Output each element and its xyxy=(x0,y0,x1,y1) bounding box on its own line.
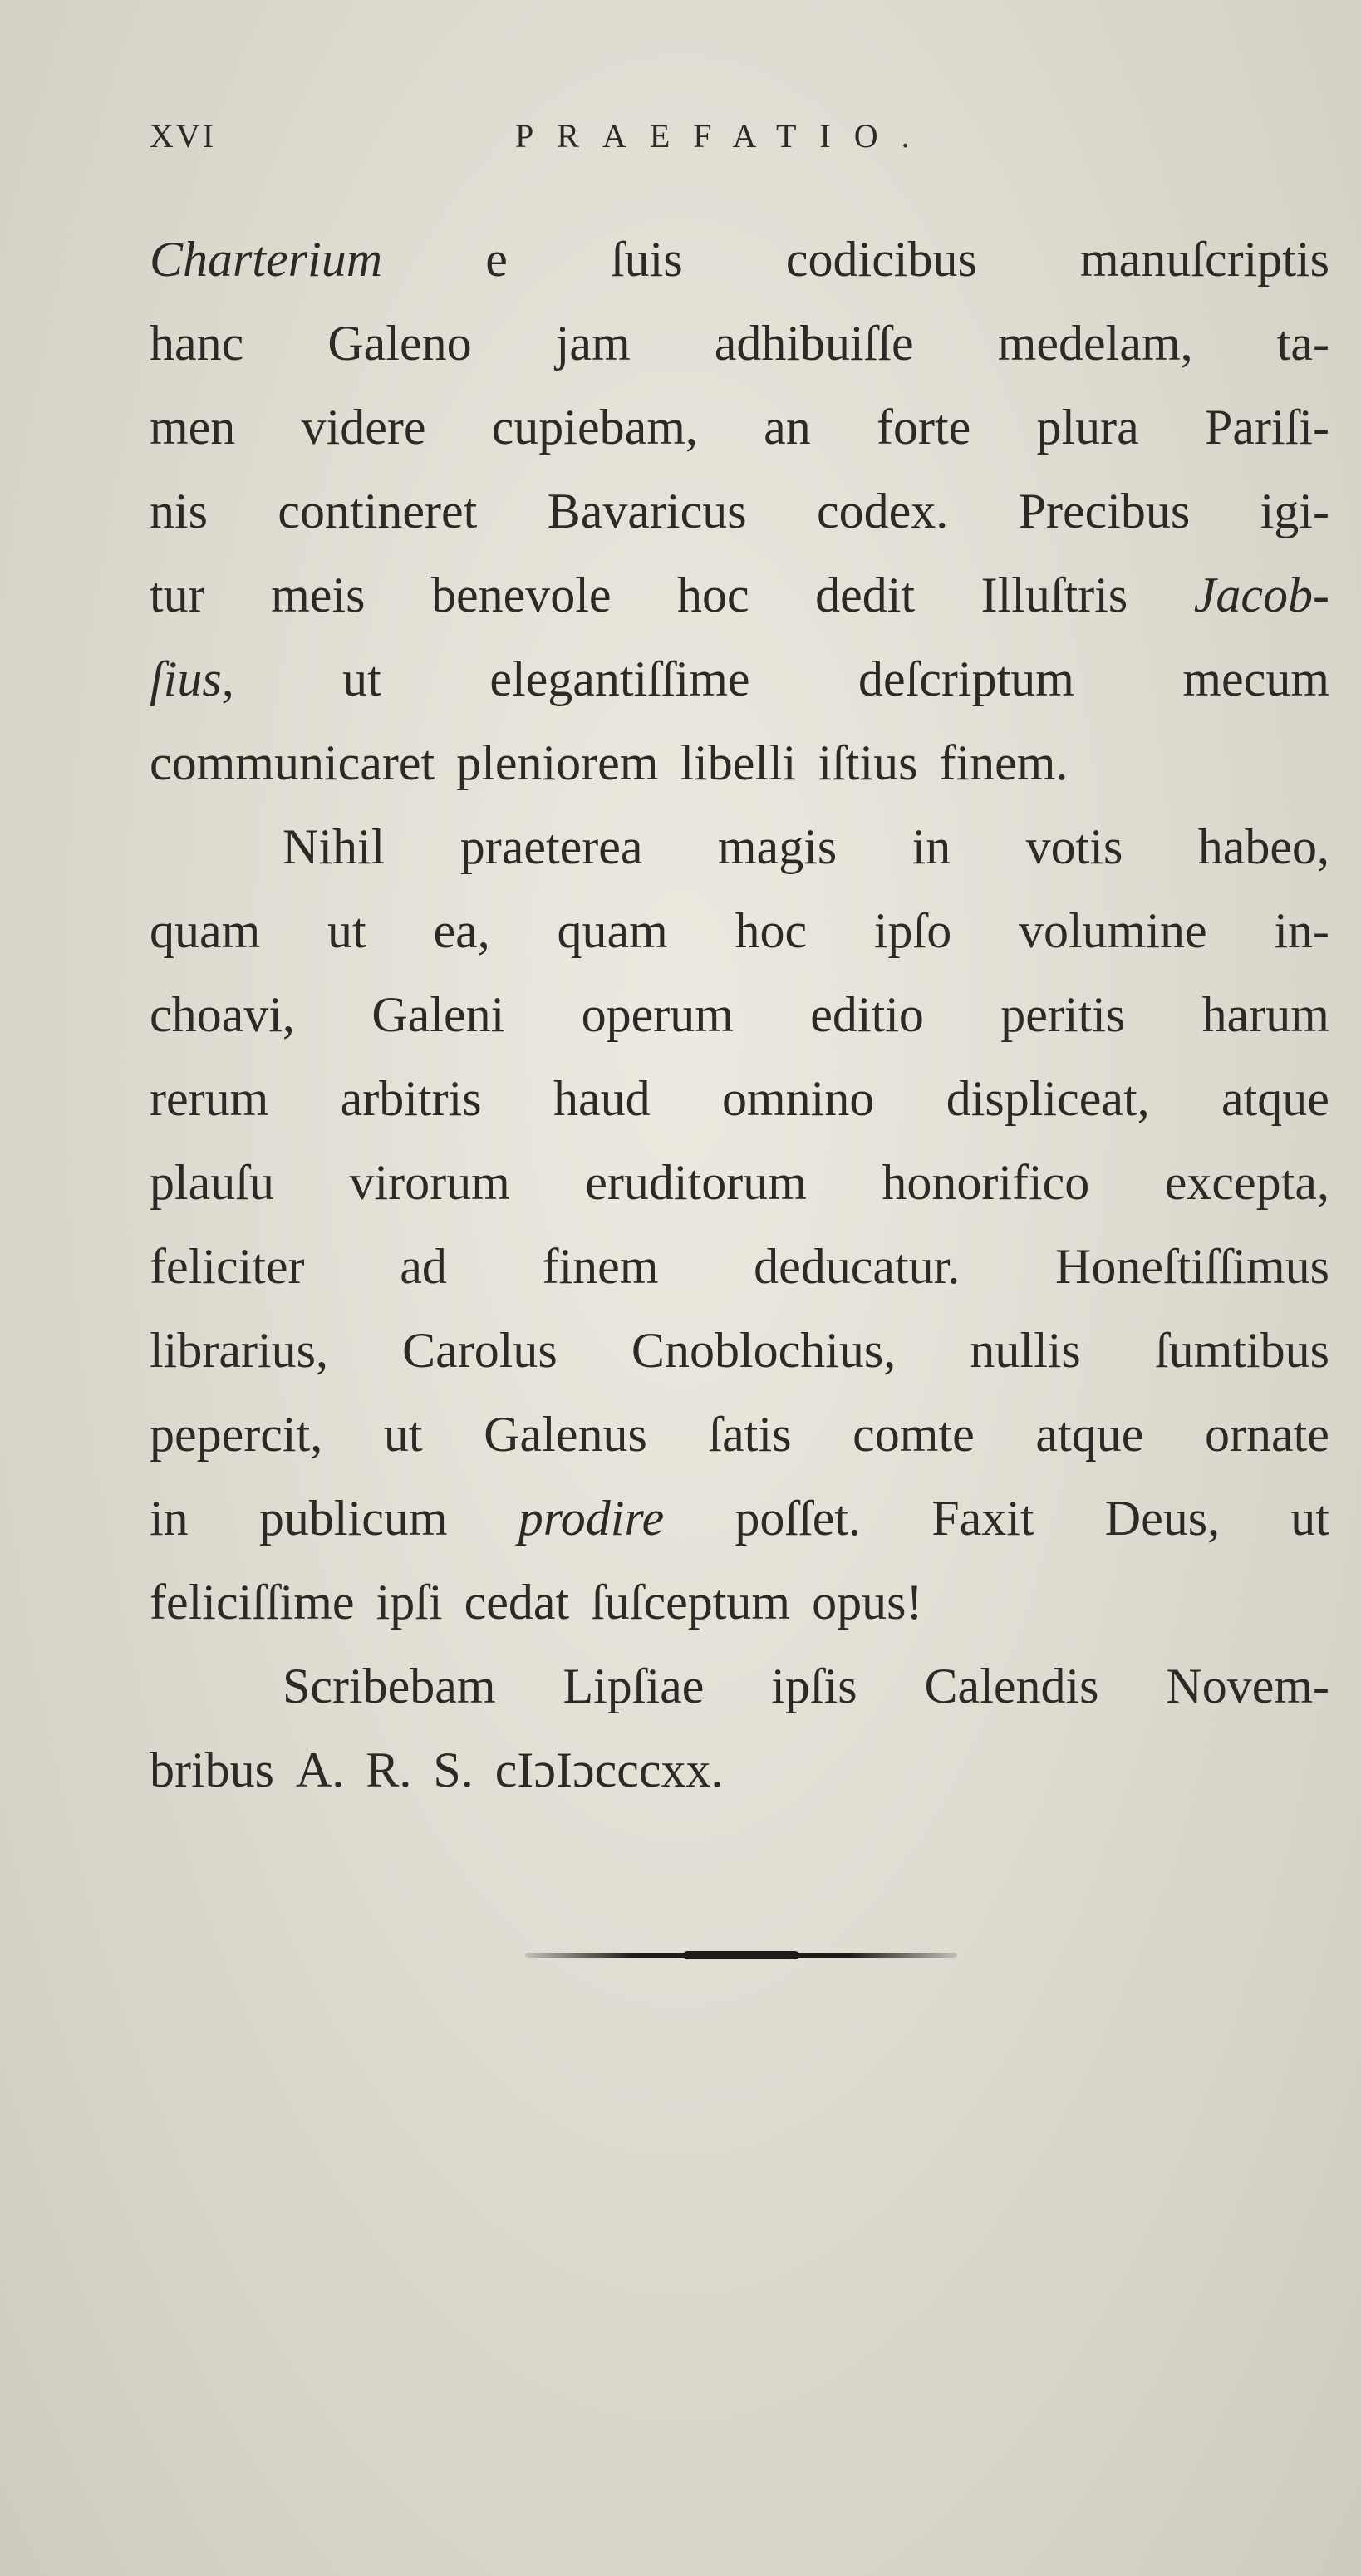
word: Galeno xyxy=(327,316,472,371)
word: Nihil xyxy=(283,819,386,874)
text-line xyxy=(150,1477,1329,1561)
word: Honeſtiſſimus xyxy=(1055,1239,1329,1294)
word: ut xyxy=(1290,1491,1329,1546)
word: ta- xyxy=(1276,316,1329,371)
word: jam xyxy=(555,316,631,371)
word: votis xyxy=(1025,819,1123,874)
body-text xyxy=(150,218,1329,1812)
word: ad xyxy=(400,1239,447,1294)
word: finem. xyxy=(939,735,1069,790)
word: videre xyxy=(301,400,426,455)
word: atque xyxy=(1035,1407,1144,1462)
word: omnino xyxy=(721,1071,875,1126)
text-line xyxy=(150,386,1329,469)
word: e xyxy=(485,232,508,287)
text-line xyxy=(150,1728,1329,1812)
word: Galeni xyxy=(371,987,505,1042)
word: honorifico xyxy=(882,1155,1090,1210)
word: in xyxy=(911,819,951,874)
word: Lipſiae xyxy=(563,1659,705,1713)
word: ipſo xyxy=(873,903,952,958)
word: editio xyxy=(810,987,924,1042)
text-line xyxy=(150,302,1329,386)
word: ſuſceptum xyxy=(591,1575,791,1630)
word: bribus xyxy=(150,1743,274,1797)
word: ut xyxy=(342,651,381,706)
page-header xyxy=(150,116,1329,166)
word: feliciter xyxy=(150,1239,305,1294)
word: Deus, xyxy=(1104,1491,1221,1546)
closing-rule xyxy=(525,1953,957,1958)
word: cedat xyxy=(464,1575,570,1630)
word: finem xyxy=(542,1239,659,1294)
word: hoc xyxy=(735,903,808,958)
word: virorum xyxy=(349,1155,510,1210)
word: quam xyxy=(557,903,668,958)
word: adhibuiſſe xyxy=(714,316,914,371)
word: Jacob- xyxy=(1193,568,1329,622)
word: S. xyxy=(433,1743,474,1797)
word: Novem- xyxy=(1166,1659,1329,1713)
word: forte xyxy=(876,400,971,455)
word: ſuis xyxy=(611,232,683,287)
word: Charterium xyxy=(150,232,383,287)
paragraph xyxy=(150,805,1329,1644)
word: habeo, xyxy=(1197,819,1329,874)
word: contineret xyxy=(278,484,478,538)
word: dedit xyxy=(815,568,916,622)
word: eruditorum xyxy=(585,1155,807,1210)
running-title: PRAEFATIO. xyxy=(515,117,933,155)
word: rerum xyxy=(150,1071,269,1126)
paragraph xyxy=(150,218,1329,805)
word: plauſu xyxy=(150,1155,274,1210)
word: prodire xyxy=(518,1491,665,1546)
word: iſtius xyxy=(818,735,918,790)
word: Pariſi- xyxy=(1204,400,1329,455)
word: Faxit xyxy=(931,1491,1034,1546)
text-line xyxy=(150,1561,1329,1644)
word: pepercit, xyxy=(150,1407,323,1462)
word: codex. xyxy=(816,484,949,538)
word: publicum xyxy=(258,1491,448,1546)
word: medelam, xyxy=(997,316,1193,371)
word: mecum xyxy=(1182,651,1329,706)
word: ſius, xyxy=(150,651,234,706)
paragraph xyxy=(150,1644,1329,1812)
text-line xyxy=(150,1393,1329,1477)
word: pleniorem xyxy=(456,735,659,790)
word: elegantiſſime xyxy=(489,651,750,706)
text-line xyxy=(150,889,1329,973)
word: communicaret xyxy=(150,735,435,790)
word: meis xyxy=(271,568,366,622)
word: A. xyxy=(296,1743,345,1797)
word: comte xyxy=(852,1407,975,1462)
word: in- xyxy=(1274,903,1329,958)
word: deſcriptum xyxy=(858,651,1074,706)
text-line xyxy=(150,1644,1329,1728)
text-line xyxy=(150,1141,1329,1225)
page-number: XVI xyxy=(150,117,217,155)
word: in xyxy=(150,1491,189,1546)
word: men xyxy=(150,400,236,455)
word: praeterea xyxy=(459,819,643,874)
word: nullis xyxy=(970,1323,1081,1378)
word: operum xyxy=(581,987,734,1042)
word: ipſi xyxy=(376,1575,443,1630)
word: ut xyxy=(383,1407,423,1462)
word: tur xyxy=(150,568,205,622)
word: ea, xyxy=(433,903,490,958)
word: ſatis xyxy=(708,1407,792,1462)
word: Galenus xyxy=(484,1407,647,1462)
word: manuſcriptis xyxy=(1080,232,1329,287)
word: ut xyxy=(327,903,366,958)
word: Illuſtris xyxy=(980,568,1128,622)
word: harum xyxy=(1201,987,1329,1042)
word: ipſis xyxy=(771,1659,857,1713)
text-line xyxy=(150,721,1329,805)
text-line xyxy=(150,553,1329,637)
word: displiceat, xyxy=(946,1071,1150,1126)
text-line xyxy=(150,805,1329,889)
text-line xyxy=(150,1309,1329,1393)
word: an xyxy=(764,400,811,455)
word: Carolus xyxy=(402,1323,558,1378)
word: librarius, xyxy=(150,1323,328,1378)
text-line xyxy=(150,218,1329,302)
word: feliciſſime xyxy=(150,1575,355,1630)
word: libelli xyxy=(680,735,797,790)
word: magis xyxy=(717,819,838,874)
word: benevole xyxy=(430,568,612,622)
word: cIɔIɔcccxx. xyxy=(494,1743,724,1797)
text-line xyxy=(150,973,1329,1057)
word: hanc xyxy=(150,316,244,371)
word: poſſet. xyxy=(735,1491,862,1546)
word: codicibus xyxy=(785,232,977,287)
word: peritis xyxy=(1000,987,1126,1042)
word: volumine xyxy=(1018,903,1207,958)
text-line xyxy=(150,469,1329,553)
text-line xyxy=(150,1225,1329,1309)
text-line xyxy=(150,1057,1329,1141)
word: Calendis xyxy=(924,1659,1099,1713)
word: cupiebam, xyxy=(491,400,698,455)
word: atque xyxy=(1221,1071,1329,1126)
word: Bavaricus xyxy=(547,484,747,538)
word: excepta, xyxy=(1164,1155,1329,1210)
word: Cnoblochius, xyxy=(631,1323,897,1378)
word: hoc xyxy=(677,568,749,622)
word: plura xyxy=(1036,400,1139,455)
word: nis xyxy=(150,484,209,538)
word: opus! xyxy=(812,1575,923,1630)
word: ornate xyxy=(1205,1407,1329,1462)
word: Precibus xyxy=(1018,484,1191,538)
word: deducatur. xyxy=(754,1239,961,1294)
word: haud xyxy=(553,1071,651,1126)
text-line xyxy=(150,637,1329,721)
word: choavi, xyxy=(150,987,295,1042)
word: Scribebam xyxy=(283,1659,496,1713)
word: quam xyxy=(150,903,261,958)
word: ſumtibus xyxy=(1154,1323,1329,1378)
word: arbitris xyxy=(340,1071,482,1126)
word: igi- xyxy=(1260,484,1329,538)
word: R. xyxy=(366,1743,412,1797)
